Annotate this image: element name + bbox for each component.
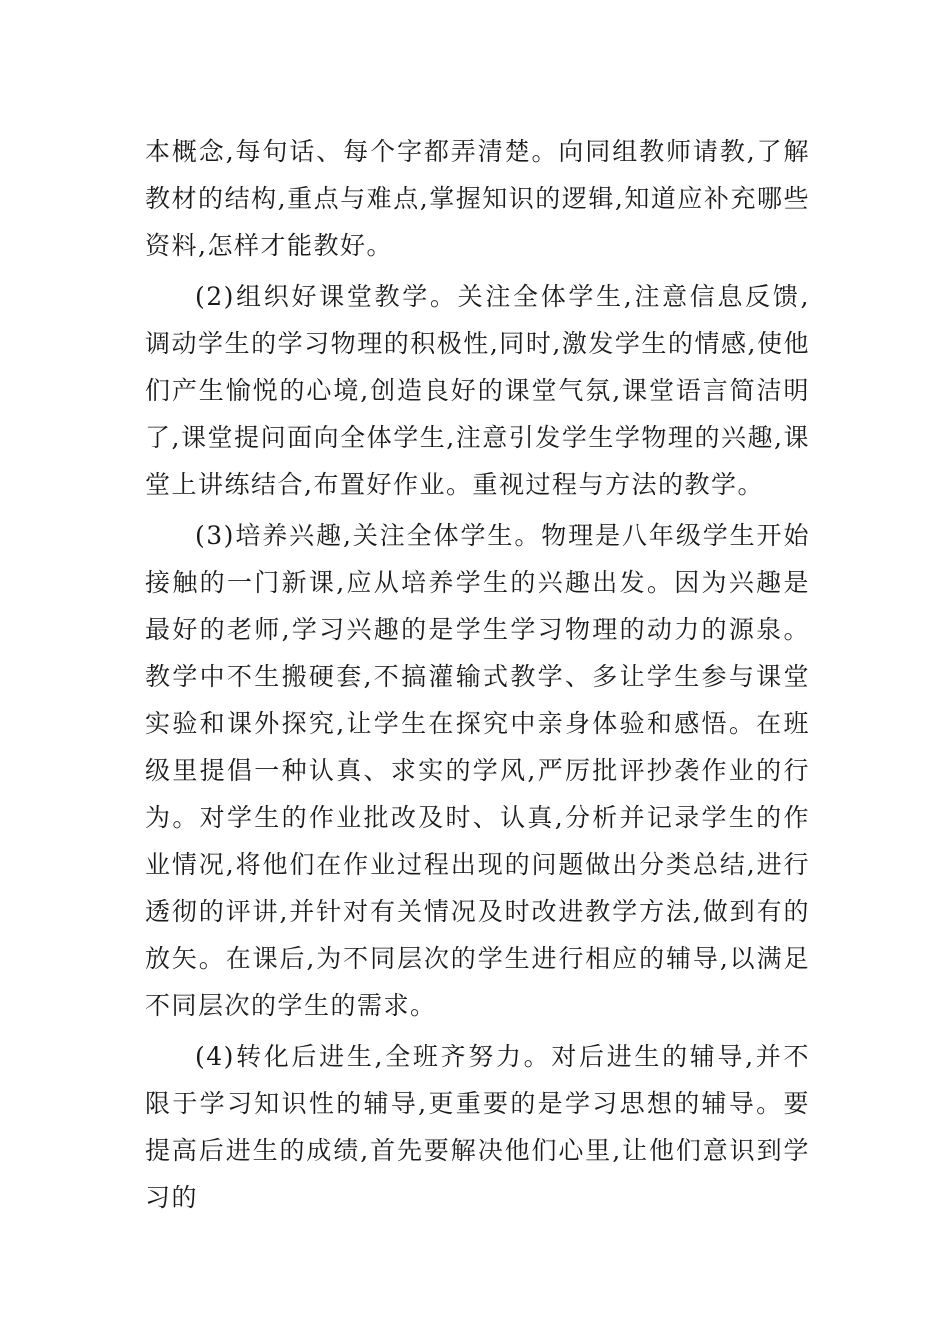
document-body: [145, 128, 810, 1225]
paragraph-4: (4)转化后进生,全班齐努力。对后进生的辅导,并不限于学习知识性的辅导,更重要的是学习思想的辅导。要提高后进生的成绩,首先要解决他们心里,让他们意识到学习的: [145, 1042, 810, 1212]
paragraph-2: (2)组织好课堂教学。关注全体学生,注意信息反馈,调动学生的学习物理的积极性,同时,激发学生的情感,使他们产生愉悦的心境,创造良好的课堂气氛,课堂语言简洁明了,课堂提问面向全体学生,注意引发学生学物理的兴趣,课堂上讲练结合,布置好作业。重视过程与方法的教学。: [145, 282, 810, 499]
paragraph-3: (3)培养兴趣,关注全体学生。物理是八年级学生开始接触的一门新课,应从培养学生的兴趣出发。因为兴趣是最好的老师,学习兴趣的是学生学习物理的动力的源泉。教学中不生搬硬套,不搞灌输式教学、多让学生参与课堂实验和课外探究,让学生在探究中亲身体验和感悟。在班级里提倡一种认真、求实的学风,严厉批评抄袭作业的行为。对学生的作业批改及时、认真,分析并记录学生的作业情况,将他们在作业过程出现的问题做出分类总结,进行透彻的评讲,并针对有关情况及时改进教学方法,做到有的放矢。在课后,为不同层次的学生进行相应的辅导,以满足不同层次的学生的需求。: [145, 521, 810, 1020]
paragraph-continued: 本概念,每句话、每个字都弄清楚。向同组教师请教,了解教材的结构,重点与难点,掌握知识的逻辑,知道应补充哪些资料,怎样才能教好。: [145, 137, 810, 260]
